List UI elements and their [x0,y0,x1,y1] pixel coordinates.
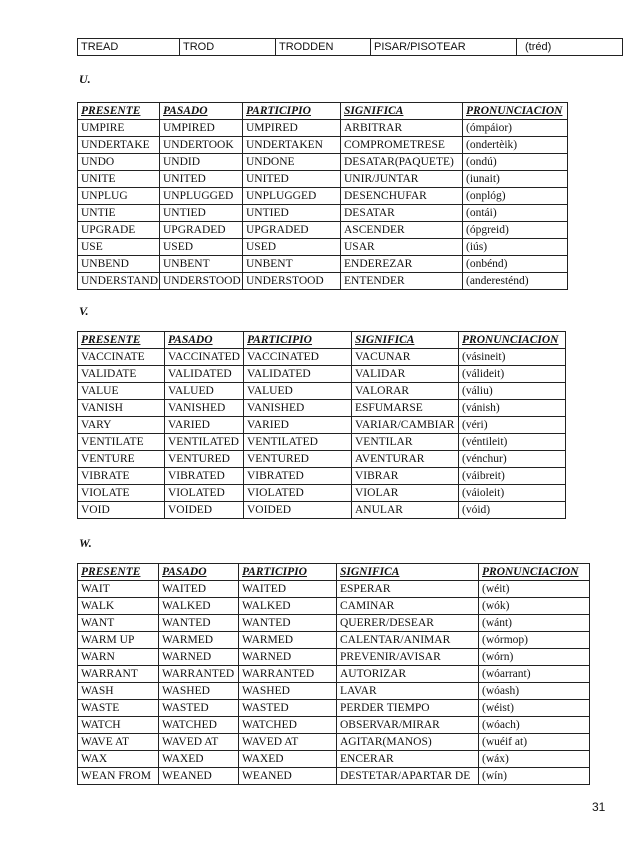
table-row [78,485,566,502]
cell: WAXED [159,751,239,768]
table-body [78,120,568,290]
cell: ENTENDER [341,273,463,290]
table-row [78,615,590,632]
cell: LAVAR [337,683,479,700]
column-header: PRESENTE [78,103,160,120]
cell: VARIED [165,417,244,434]
table-row [78,154,568,171]
section-letter-w: W. [79,536,92,550]
cell: VALUE [78,383,165,400]
table-row [78,683,590,700]
table-row [78,222,568,239]
cell: UNDO [78,154,160,171]
cell: DESATAR(PAQUETE) [341,154,463,171]
cell: (váibreit) [459,468,566,485]
table-row [78,434,566,451]
cell: PERDER TIEMPO [337,700,479,717]
table-header-row [78,564,590,581]
cell: WARNED [239,649,337,666]
column-header: PASADO [159,564,239,581]
table-row [78,273,568,290]
cell: (ontái) [463,205,568,222]
cell: ESFUMARSE [352,400,459,417]
cell: VACUNAR [352,349,459,366]
cell: UPGRADE [78,222,160,239]
cell: UNTIE [78,205,160,222]
table-header-row [78,332,566,349]
cell: (wóash) [479,683,590,700]
cell: VALIDAR [352,366,459,383]
cell: USED [160,239,243,256]
cell: AVENTURAR [352,451,459,468]
verbs-table-w [77,563,590,785]
cell: (wáx) [479,751,590,768]
cell: ARBITRAR [341,120,463,137]
cell: WALK [78,598,159,615]
cell: WAXED [239,751,337,768]
cell: WANT [78,615,159,632]
cell: VOIDED [165,502,244,519]
cell: (véri) [459,417,566,434]
cell: WATCHED [159,717,239,734]
cell: ANULAR [352,502,459,519]
table-row [78,366,566,383]
cell: VALIDATED [165,366,244,383]
cell: VENTILATED [165,434,244,451]
cell: COMPROMETRESE [341,137,463,154]
column-header: PRONUNCIACION [463,103,568,120]
cell: UNDID [160,154,243,171]
cell: UNDERSTOOD [160,273,243,290]
cell: UNDERTAKE [78,137,160,154]
cell: UNBENT [160,256,243,273]
cell: VALIDATED [244,366,352,383]
cell: TREAD [78,39,180,56]
cell: (onplóg) [463,188,568,205]
cell: (iús) [463,239,568,256]
table-row [78,581,590,598]
cell: VENTURED [244,451,352,468]
cell: VENTILATED [244,434,352,451]
cell: UNDERTAKEN [243,137,341,154]
cell: WAX [78,751,159,768]
cell: USED [243,239,341,256]
column-header: SIGNIFICA [341,103,463,120]
cell: VOIDED [244,502,352,519]
cell: VACCINATE [78,349,165,366]
cell: VACCINATED [244,349,352,366]
cell: VALORAR [352,383,459,400]
cell: (vóid) [459,502,566,519]
tread-table [77,38,623,56]
column-header: SIGNIFICA [337,564,479,581]
cell: WARM UP [78,632,159,649]
cell: WASHED [159,683,239,700]
cell: UPGRADED [243,222,341,239]
cell: (wín) [479,768,590,785]
cell: UMPIRE [78,120,160,137]
cell: WAVE AT [78,734,159,751]
cell: UNDERSTAND [78,273,160,290]
cell: AUTORIZAR [337,666,479,683]
cell: UNTIED [160,205,243,222]
cell: VIBRATE [78,468,165,485]
cell: WARRANTED [239,666,337,683]
cell: (ómpáior) [463,120,568,137]
cell: QUERER/DESEAR [337,615,479,632]
cell: (vánish) [459,400,566,417]
cell: WASTE [78,700,159,717]
cell: UNPLUGGED [160,188,243,205]
cell: WATCHED [239,717,337,734]
cell: (wók) [479,598,590,615]
cell: VENTILATE [78,434,165,451]
cell: VARY [78,417,165,434]
cell: VIOLATED [244,485,352,502]
cell: (onbénd) [463,256,568,273]
cell: (tréd) [517,39,623,56]
cell: UNTIED [243,205,341,222]
cell: WASH [78,683,159,700]
column-header: PARTICIPIO [244,332,352,349]
cell: DESATAR [341,205,463,222]
cell: VENTILAR [352,434,459,451]
cell: WEANED [159,768,239,785]
cell: WASTED [159,700,239,717]
cell: UNBENT [243,256,341,273]
table-row [78,400,566,417]
cell: VACCINATED [165,349,244,366]
cell: VANISH [78,400,165,417]
cell: VIBRATED [244,468,352,485]
cell: VARIED [244,417,352,434]
cell: VIBRAR [352,468,459,485]
cell: WAIT [78,581,159,598]
column-header: PARTICIPIO [239,564,337,581]
table-row [78,502,566,519]
table-row [78,120,568,137]
cell: AGITAR(MANOS) [337,734,479,751]
cell: WASTED [239,700,337,717]
cell: WARRANT [78,666,159,683]
cell: (váioleit) [459,485,566,502]
cell: VALIDATE [78,366,165,383]
column-header: PASADO [165,332,244,349]
column-header: PRESENTE [78,564,159,581]
cell: WARMED [239,632,337,649]
cell: ENCERAR [337,751,479,768]
cell: (wóarrant) [479,666,590,683]
cell: VIBRATED [165,468,244,485]
cell: WAVED AT [159,734,239,751]
cell: ASCENDER [341,222,463,239]
cell: WANTED [239,615,337,632]
cell: VARIAR/CAMBIAR [352,417,459,434]
verbs-table-u [77,102,568,290]
cell: UMPIRED [243,120,341,137]
table-body [78,581,590,785]
table-row [78,349,566,366]
table-row [78,700,590,717]
cell: UNDERSTOOD [243,273,341,290]
cell: WARMED [159,632,239,649]
column-header: PASADO [160,103,243,120]
column-header: PRONUNCIACION [459,332,566,349]
cell: (wuéif at) [479,734,590,751]
cell: VIOLAR [352,485,459,502]
cell: (váliu) [459,383,566,400]
section-letter-u: U. [79,72,91,86]
cell: (wánt) [479,615,590,632]
cell: (anderesténd) [463,273,568,290]
cell: UNITE [78,171,160,188]
table-row [78,239,568,256]
cell: (wéist) [479,700,590,717]
cell: (iunait) [463,171,568,188]
cell: DESENCHUFAR [341,188,463,205]
cell: (ondertèik) [463,137,568,154]
cell: VALUED [165,383,244,400]
cell: TROD [180,39,276,56]
cell: WANTED [159,615,239,632]
cell: WAITED [239,581,337,598]
cell: UMPIRED [160,120,243,137]
cell: (wéit) [479,581,590,598]
cell: UNIR/JUNTAR [341,171,463,188]
table-row [78,468,566,485]
table-row [78,666,590,683]
cell: UNDERTOOK [160,137,243,154]
table-row [78,39,623,56]
table-row [78,205,568,222]
column-header: SIGNIFICA [352,332,459,349]
cell: VIOLATE [78,485,165,502]
column-header: PRESENTE [78,332,165,349]
column-header: PRONUNCIACION [479,564,590,581]
cell: UNPLUG [78,188,160,205]
table-row [78,451,566,468]
cell: (vásineit) [459,349,566,366]
table-row [78,188,568,205]
cell: WASHED [239,683,337,700]
table-row [78,734,590,751]
cell: CAMINAR [337,598,479,615]
cell: (wórmop) [479,632,590,649]
table-row [78,717,590,734]
page-number: 31 [592,800,606,814]
cell: (wórn) [479,649,590,666]
cell: WAVED AT [239,734,337,751]
section-letter-v: V. [79,304,89,318]
cell: PREVENIR/AVISAR [337,649,479,666]
cell: WEAN FROM [78,768,159,785]
table-row [78,632,590,649]
table-body [78,349,566,519]
cell: VIOLATED [165,485,244,502]
table-row [78,256,568,273]
cell: (válideit) [459,366,566,383]
cell: (ópgreid) [463,222,568,239]
cell: UNBEND [78,256,160,273]
table-header-row [78,103,568,120]
column-header: PARTICIPIO [243,103,341,120]
cell: VALUED [244,383,352,400]
cell: WALKED [239,598,337,615]
cell: USE [78,239,160,256]
verbs-table-v [77,331,566,519]
table-row [78,137,568,154]
cell: USAR [341,239,463,256]
table-row [78,598,590,615]
cell: VENTURED [165,451,244,468]
cell: DESTETAR/APARTAR DE [337,768,479,785]
cell: UNITED [243,171,341,188]
cell: WAITED [159,581,239,598]
cell: WEANED [239,768,337,785]
cell: UNDONE [243,154,341,171]
cell: UPGRADED [160,222,243,239]
cell: WALKED [159,598,239,615]
table-row [78,417,566,434]
cell: (vénchur) [459,451,566,468]
cell: (ondú) [463,154,568,171]
table-row [78,383,566,400]
cell: ESPERAR [337,581,479,598]
cell: VANISHED [165,400,244,417]
table-row [78,768,590,785]
cell: WATCH [78,717,159,734]
cell: VENTURE [78,451,165,468]
cell: (véntileit) [459,434,566,451]
cell: VANISHED [244,400,352,417]
cell: (wóach) [479,717,590,734]
cell: WARRANTED [159,666,239,683]
cell: TRODDEN [276,39,371,56]
cell: CALENTAR/ANIMAR [337,632,479,649]
cell: UNPLUGGED [243,188,341,205]
cell: OBSERVAR/MIRAR [337,717,479,734]
table-row [78,751,590,768]
cell: ENDEREZAR [341,256,463,273]
cell: WARN [78,649,159,666]
table-row [78,649,590,666]
cell: UNITED [160,171,243,188]
cell: VOID [78,502,165,519]
cell: WARNED [159,649,239,666]
cell: PISAR/PISOTEAR [371,39,517,56]
table-row [78,171,568,188]
